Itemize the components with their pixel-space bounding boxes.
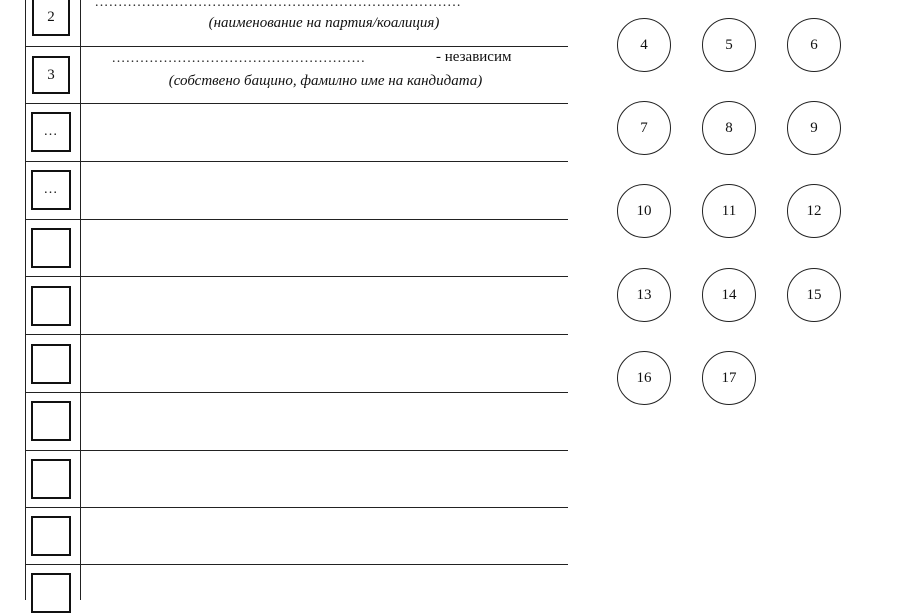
ballot-number-box[interactable]: …	[31, 112, 71, 152]
ballot-number-box[interactable]	[31, 573, 71, 613]
preference-circle[interactable]: 9	[787, 101, 841, 155]
ballot-number-box[interactable]	[31, 401, 71, 441]
preference-circle[interactable]: 14	[702, 268, 756, 322]
preference-circle[interactable]: 15	[787, 268, 841, 322]
ballot-number-box[interactable]	[31, 459, 71, 499]
row-separator	[25, 161, 568, 162]
row-separator	[25, 103, 568, 104]
preference-circle[interactable]: 5	[702, 18, 756, 72]
preference-circle[interactable]: 13	[617, 268, 671, 322]
preference-circle[interactable]: 11	[702, 184, 756, 238]
preference-circle[interactable]: 17	[702, 351, 756, 405]
row-separator	[25, 392, 568, 393]
independent-label: - независим	[436, 49, 512, 65]
party-name-blank[interactable]: ..............................................................................	[95, 0, 462, 10]
row-separator	[25, 46, 568, 47]
row-separator	[25, 219, 568, 220]
row-separator	[25, 276, 568, 277]
preference-circle[interactable]: 7	[617, 101, 671, 155]
preference-circle[interactable]: 8	[702, 101, 756, 155]
preference-circle[interactable]: 4	[617, 18, 671, 72]
ballot-number-box[interactable]	[31, 516, 71, 556]
candidate-name-blank[interactable]: ......................................................	[112, 52, 366, 66]
ballot-number-box[interactable]	[31, 286, 71, 326]
candidate-name-hint: (собствено бащино, фамилно име на кандидата)	[168, 73, 483, 89]
row-separator	[25, 450, 568, 451]
row-separator	[25, 334, 568, 335]
ballot-number-box[interactable]: 3	[32, 56, 70, 94]
ballot-number-box[interactable]	[31, 344, 71, 384]
preference-circle[interactable]: 16	[617, 351, 671, 405]
ballot-left-border	[25, 0, 26, 600]
ballot-number-box[interactable]: 2	[32, 0, 70, 36]
row-separator	[25, 507, 568, 508]
row-separator	[25, 564, 568, 565]
preference-circle[interactable]: 10	[617, 184, 671, 238]
ballot-column-divider	[80, 0, 81, 600]
ballot-number-box[interactable]: …	[31, 170, 71, 210]
ballot-number-box[interactable]	[31, 228, 71, 268]
preference-circle[interactable]: 12	[787, 184, 841, 238]
party-name-hint: (наименование на партия/коалиция)	[208, 15, 440, 31]
preference-circle[interactable]: 6	[787, 18, 841, 72]
